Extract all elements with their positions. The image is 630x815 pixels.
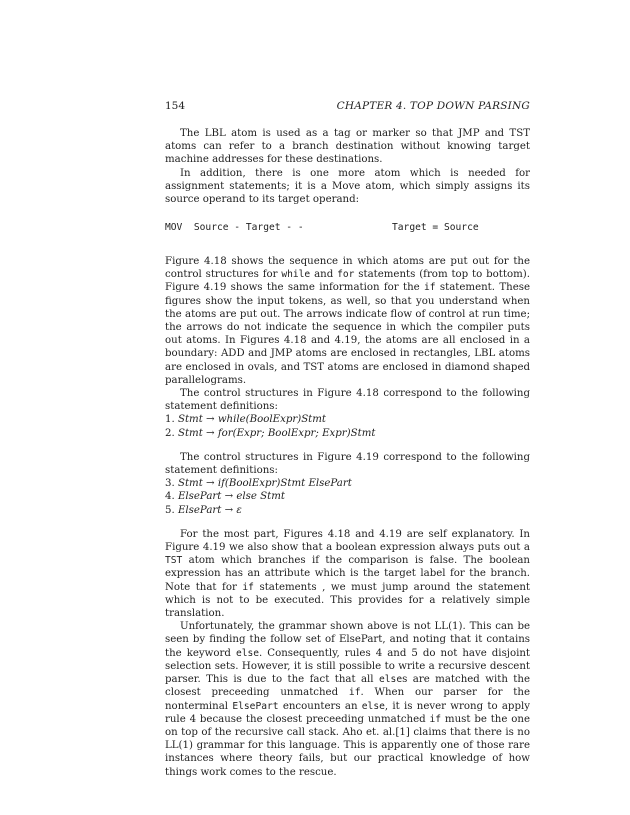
code-left: MOV Source - Target - - [165,222,304,233]
keyword-if: if [348,687,361,699]
paragraph-figures: Figure 4.18 shows the sequence in which atoms are put out for the control structures for while and for statements (from top to bottom). Figure 4.19 shows the same information for the if statement. These figures show the input tokens, as well, so that you understand when the atoms are put out. The arrows indicate flow of control at run time; the arrows do not indicate the sequence in which the compiler puts out atoms. In Figures 4.18 and 4.19, the atoms are all enclosed in a boundary: ADD and JMP atoms are enclosed in rectangles, LBL atoms are enclosed in ovals, and TST atoms are enclosed in diamond shaped parallelograms. [165,256,530,386]
paragraph-move-atom: In addition, there is one more atom which is needed for assignment statements; it is a Move atom, which simply assigns its source operand to its target operand: [165,167,530,206]
move-atom-code [165,222,530,236]
keyword-if: if [429,713,442,725]
paragraph-lbl-atom: The LBL atom is used as a tag or marker so that JMP and TST atoms can refer to a branch destination without knowing target machine addresses for these destinations. [165,128,530,166]
body-upper [165,127,530,206]
keyword-else: else [361,700,385,712]
page-number: 154 [165,100,186,112]
grammar-rule-3: 3. Stmt → if(BoolExpr)Stmt ElsePart [165,478,352,490]
keyword-else: else [235,647,260,659]
keyword-while: while [281,269,311,281]
keyword-for: for [337,269,355,281]
grammar-rule-2: 2. Stmt → for(Expr; BoolExpr; Expr)Stmt [165,427,376,439]
grammar-rule-5: 5. ElsePart → ε [165,504,242,516]
keyword-elsepart: ElsePart [232,700,279,712]
page-header [165,100,530,114]
keyword-else: else [379,674,403,686]
keyword-if: if [424,282,436,294]
code-right: Target = Source [392,222,479,233]
keyword-if: if [242,581,254,593]
body-lower [165,255,530,779]
keyword-tst: TST [165,555,183,567]
chapter-title: CHAPTER 4. TOP DOWN PARSING [336,100,530,112]
paragraph-not-ll1: Unfortunately, the grammar shown above is not LL(1). This can be seen by finding the follow set of ElsePart, and noting that it contains the keyword else. Consequently, rules 4 and 5 do not have disjoint selection sets. However, it is still possible to write a recursive descent parser. This is due to the fact that all elses are matched with the closest preceeding unmatched if. When our parser for the nonterminal ElsePart encounters an else, it is never wrong to apply rule 4 because the closest preceeding unmatched if must be the one on top of the recursive call stack. Aho et. al.[1] claims that there is no LL(1) grammar for this language. This is apparently one of those rare instances where theory fails, but our practical knowledge of how things work comes to the rescue. [165,621,530,778]
paragraph-self-explanatory: For the most part, Figures 4.18 and 4.19 are self explanatory. In Figure 4.19 we also show that a boolean expression always puts out a TST atom which branches if the comparison is false. The boolean expression has an attribute which is the target label for the branch. Note that for if statements , we must jump around the statement which is not to be executed. This provides for a relatively simple translation. [165,528,530,620]
paragraph-fig418-defs: The control structures in Figure 4.18 correspond to the following statement definitions: [165,388,530,413]
grammar-rule-4: 4. ElsePart → else Stmt [165,491,286,503]
paragraph-fig419-defs: The control structures in Figure 4.19 correspond to the following statement definitions: [165,451,530,477]
grammar-rule-1: 1. Stmt → while(BoolExpr)Stmt [165,414,327,426]
